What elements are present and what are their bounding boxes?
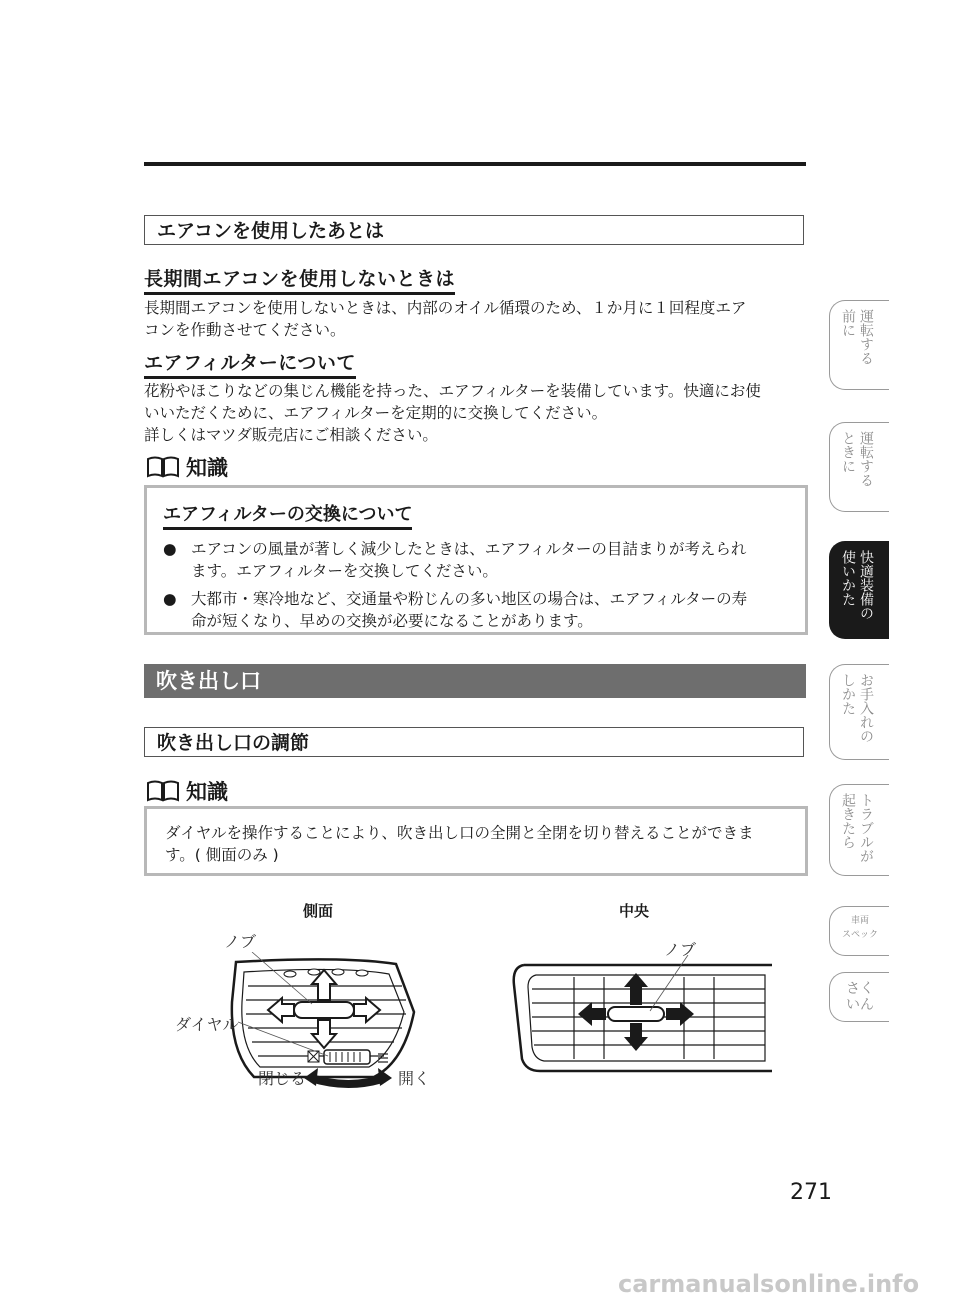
subheading-long-term: 長期間エアコンを使用しないときは: [144, 264, 455, 295]
tab-label-line: 快適装備の: [858, 550, 874, 620]
callout-dial: ダイヤル: [175, 1015, 239, 1034]
section-header-vent-adjust: 吹き出し口の調節: [144, 727, 804, 757]
watermark: carmanualsonline.info: [618, 1270, 920, 1298]
text-line: 花粉やほこりなどの集じん機能を持った、エアフィルターを装備しています。快適にお使: [144, 382, 761, 400]
figure-label-side: 側面: [303, 902, 334, 920]
subheading-air-filter: エアフィルターについて: [144, 348, 356, 379]
section-header-after-use: エアコンを使用したあとは: [144, 215, 804, 245]
tab-label-line: さく: [846, 981, 874, 997]
tab-label-line: 運転する: [858, 309, 874, 365]
top-rule: [144, 162, 806, 166]
text-line: 大都市・寒冷地など、交通量や粉じんの多い地区の場合は、エアフィルターの寿: [191, 590, 748, 608]
tab-label-line: しかた: [840, 673, 856, 715]
tab-label-line: ときに: [840, 431, 856, 473]
tab-label-line: 使いかた: [840, 550, 856, 606]
knowledge-box-dial: [144, 806, 808, 876]
tab-label-line: 前に: [840, 309, 856, 337]
paragraph-air-filter: [144, 380, 808, 446]
tab-maintenance[interactable]: [829, 664, 889, 760]
tab-before-driving[interactable]: [829, 300, 889, 390]
text-line: ます。エアフィルターを交換してください。: [191, 562, 498, 580]
callout-knob-center: ノブ: [664, 940, 697, 959]
text-line: 詳しくはマツダ販売店にご相談ください。: [144, 426, 438, 444]
text-line: ダイヤルを操作することにより、吹き出し口の全開と全閉を切り替えることができま: [165, 824, 754, 842]
bullet-mark: ●: [163, 590, 177, 608]
page-number: 271: [790, 1180, 832, 1205]
callout-close: 閉じる: [258, 1069, 307, 1088]
knowledge-label: 知識: [186, 780, 228, 804]
tab-label-line: トラブルが: [858, 793, 874, 863]
tab-comfort-equipment[interactable]: [829, 541, 889, 639]
text-line: コンを作動させてください。: [144, 321, 346, 339]
tab-label-line: お手入れの: [858, 673, 874, 743]
tab-label-line: 起きたら: [840, 793, 856, 849]
paragraph-long-term: [144, 297, 808, 341]
list-item: [163, 588, 747, 632]
text-line: いいただくために、エアフィルターを定期的に交換してください。: [144, 404, 608, 422]
text-line: す。( 側面のみ ): [165, 846, 279, 864]
text-line: エアコンの風量が著しく減少したときは、エアフィルターの目詰まりが考えられ: [191, 540, 747, 558]
knowledge-heading: [146, 452, 228, 482]
tab-label-line: 運転する: [858, 431, 874, 487]
figure-label-center: 中央: [619, 902, 650, 920]
tab-vehicle-specs[interactable]: [829, 906, 889, 956]
knowledge-text: [165, 822, 754, 866]
tab-label-line: 車両: [850, 916, 869, 926]
knowledge-title: エアフィルターの交換について: [163, 500, 412, 530]
tab-trouble[interactable]: [829, 784, 889, 876]
tab-label-line: いん: [846, 997, 874, 1013]
book-icon: [146, 779, 180, 803]
section-bar-vents: 吹き出し口: [144, 664, 806, 698]
side-vent-illustration: [224, 952, 424, 1092]
tab-label-line: スペック: [841, 930, 878, 940]
knowledge-box-air-filter: [144, 485, 808, 635]
tab-index[interactable]: [829, 972, 889, 1022]
text-line: 命が短くなり、早めの交換が必要になることがあります。: [191, 612, 593, 630]
bullet-mark: ●: [163, 540, 177, 558]
list-item: [163, 538, 746, 582]
book-icon: [146, 455, 180, 479]
callout-knob-side: ノブ: [224, 932, 257, 951]
callout-open: 開く: [398, 1069, 431, 1088]
knowledge-heading: [146, 776, 228, 806]
knowledge-label: 知識: [186, 456, 228, 480]
center-vent-illustration: [510, 955, 772, 1075]
tab-while-driving[interactable]: [829, 422, 889, 512]
text-line: 長期間エアコンを使用しないときは、内部のオイル循環のため、１か月に１回程度エア: [144, 299, 747, 317]
